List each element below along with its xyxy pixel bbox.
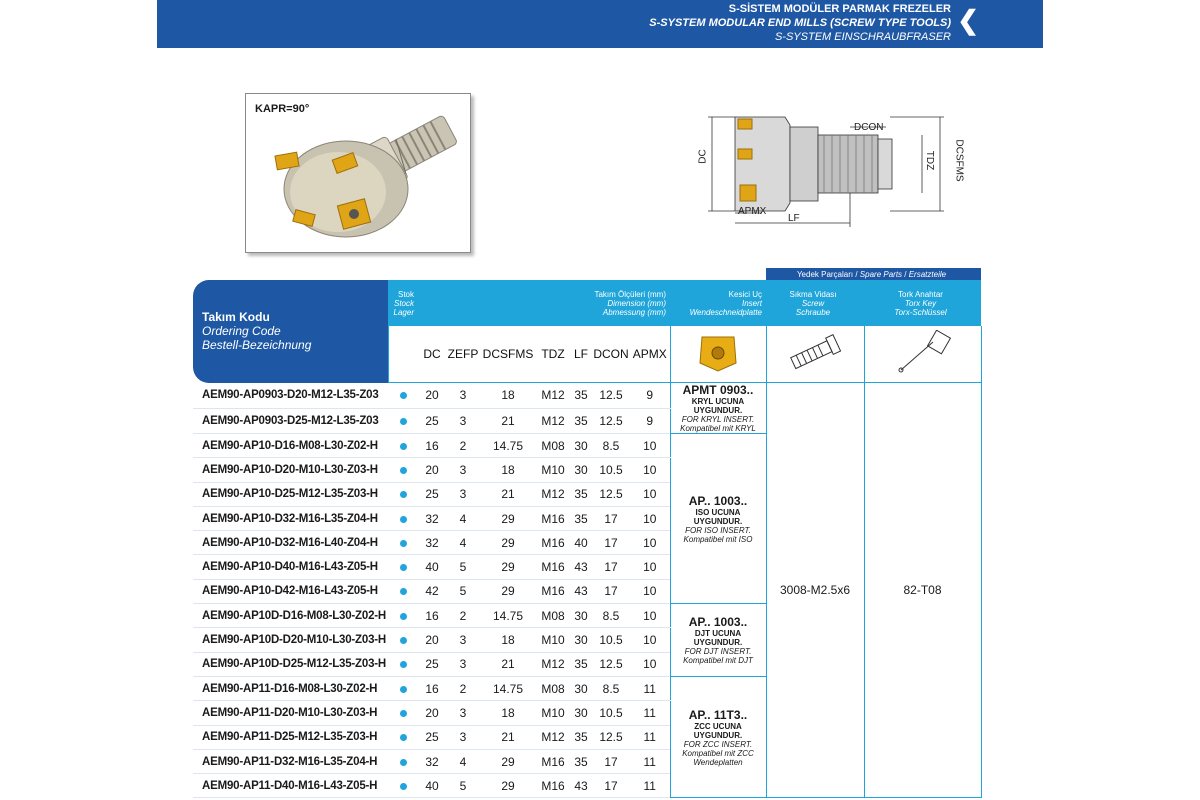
cell-dcsfms: 21: [480, 482, 536, 506]
cell-dcsfms: 29: [480, 555, 536, 579]
cell-apmx: 11: [630, 774, 670, 798]
cell-dcsfms: 18: [480, 701, 536, 725]
stock-cell: [388, 579, 418, 603]
insert-compat-de: Kompatibel mit DJT: [683, 656, 753, 666]
cell-zefp: 3: [446, 383, 480, 409]
table-row: [193, 383, 981, 409]
cell-zefp: 3: [446, 701, 480, 725]
cell-lf: 43: [570, 555, 592, 579]
stock-cell: [388, 604, 418, 628]
insert-header: Kesici Uç Insert Wendeschneidplatte: [670, 280, 766, 326]
cell-lf: 35: [570, 383, 592, 409]
title-en: S-SYSTEM MODULAR END MILLS (SCREW TYPE TOOLS): [649, 17, 951, 29]
cell-tdz: M16: [536, 749, 570, 773]
cell-dc: 32: [418, 506, 446, 530]
ordering-code: AEM90-AP10-D42-M16-L43-Z05-H: [193, 579, 388, 603]
cell-apmx: 10: [630, 458, 670, 482]
cell-dcon: 10.5: [592, 628, 630, 652]
ordering-code: AEM90-AP10D-D16-M08-L30-Z02-H: [193, 604, 388, 628]
cell-zefp: 3: [446, 725, 480, 749]
insert-compat-en: FOR ISO INSERT.: [685, 525, 751, 535]
ordering-code: AEM90-AP11-D40-M16-L43-Z05-H: [193, 774, 388, 798]
label-dc: DC: [697, 149, 709, 164]
ordering-code: AEM90-AP10-D32-M16-L35-Z04-H: [193, 506, 388, 530]
col-lf: LF: [570, 326, 592, 383]
cell-tdz: M16: [536, 555, 570, 579]
cell-dc: 40: [418, 774, 446, 798]
cell-dcsfms: 14.75: [480, 676, 536, 700]
screw-value: 3008-M2.5x6: [766, 383, 864, 798]
cell-lf: 35: [570, 749, 592, 773]
ordering-code: AEM90-AP0903-D20-M12-L35-Z03: [193, 383, 388, 409]
insert-info: [670, 604, 766, 677]
cell-dc: 25: [418, 725, 446, 749]
stock-header: Stok Stock Lager: [388, 280, 418, 326]
cell-zefp: 3: [446, 408, 480, 434]
in-stock-dot-icon: [400, 491, 407, 498]
screw-header: Sıkma Vidası Screw Schraube: [766, 280, 864, 326]
in-stock-dot-icon: [400, 564, 407, 571]
stock-cell: [388, 531, 418, 555]
cell-dcsfms: 21: [480, 652, 536, 676]
cell-tdz: M16: [536, 506, 570, 530]
cell-dcsfms: 29: [480, 579, 536, 603]
cell-apmx: 10: [630, 579, 670, 603]
stock-cell: [388, 774, 418, 798]
cell-lf: 35: [570, 408, 592, 434]
insert-info: [670, 383, 766, 434]
cell-dcsfms: 18: [480, 383, 536, 409]
cell-dc: 32: [418, 749, 446, 773]
stock-cell: [388, 506, 418, 530]
col-apmx: APMX: [630, 326, 670, 383]
cell-lf: 35: [570, 652, 592, 676]
cell-tdz: M08: [536, 604, 570, 628]
cell-tdz: M12: [536, 383, 570, 409]
cell-tdz: M16: [536, 579, 570, 603]
ordering-code: AEM90-AP10-D20-M10-L30-Z03-H: [193, 458, 388, 482]
cell-lf: 43: [570, 774, 592, 798]
insert-compat-de: Kompatibel mit ISO: [683, 534, 753, 544]
col-dcon: DCON: [592, 326, 630, 383]
cell-tdz: M12: [536, 725, 570, 749]
ordering-code: AEM90-AP11-D32-M16-L35-Z04-H: [193, 749, 388, 773]
kapr-label: KAPR=90°: [255, 103, 310, 115]
ordering-code: AEM90-AP11-D16-M08-L30-Z02-H: [193, 676, 388, 700]
cell-dc: 16: [418, 604, 446, 628]
cell-apmx: 9: [630, 383, 670, 409]
cell-lf: 30: [570, 628, 592, 652]
cell-dc: 32: [418, 531, 446, 555]
stock-cell: [388, 652, 418, 676]
cell-zefp: 5: [446, 579, 480, 603]
title-de: S-SYSTEM EINSCHRAUBFRASER: [774, 31, 951, 43]
spare-parts-header: Yedek Parçaları / Spare Parts / Ersatzteile: [766, 268, 981, 280]
in-stock-dot-icon: [400, 686, 407, 693]
ordering-code: AEM90-AP10-D16-M08-L30-Z02-H: [193, 434, 388, 458]
cell-lf: 35: [570, 482, 592, 506]
cell-dc: 42: [418, 579, 446, 603]
insert-compat-tr-2: UYGUNDUR.: [693, 730, 743, 740]
cell-apmx: 10: [630, 604, 670, 628]
cell-dcsfms: 18: [480, 458, 536, 482]
cell-dcon: 17: [592, 579, 630, 603]
cell-dcsfms: 29: [480, 506, 536, 530]
cell-dcsfms: 29: [480, 749, 536, 773]
ordering-code: AEM90-AP10-D32-M16-L40-Z04-H: [193, 531, 388, 555]
cell-zefp: 3: [446, 482, 480, 506]
cell-zefp: 2: [446, 676, 480, 700]
cell-tdz: M12: [536, 652, 570, 676]
insert-compat-tr: DJT UCUNA UYGUNDUR.: [693, 629, 743, 648]
product-photo: [245, 93, 471, 253]
cell-zefp: 4: [446, 506, 480, 530]
insert-compat-en: FOR KRYL INSERT.: [681, 415, 755, 424]
insert-code: APMT 0903..: [682, 383, 754, 397]
cell-dcsfms: 14.75: [480, 604, 536, 628]
key-value: 82-T08: [864, 383, 981, 798]
cell-lf: 35: [570, 506, 592, 530]
in-stock-dot-icon: [400, 710, 407, 717]
ordering-code-header: Takım Kodu Ordering Code Bestell-Bezeichnung: [193, 280, 388, 383]
cell-apmx: 11: [630, 725, 670, 749]
in-stock-dot-icon: [400, 588, 407, 595]
cell-dcon: 12.5: [592, 408, 630, 434]
cell-apmx: 11: [630, 701, 670, 725]
ordering-code: AEM90-AP10D-D25-M12-L35-Z03-H: [193, 652, 388, 676]
cell-zefp: 3: [446, 652, 480, 676]
insert-code: AP.. 1003..: [688, 493, 748, 508]
cell-dcon: 17: [592, 506, 630, 530]
title-tr: S-SİSTEM MODÜLER PARMAK FREZELER: [728, 3, 951, 15]
stock-cell: [388, 383, 418, 409]
in-stock-dot-icon: [400, 516, 407, 523]
in-stock-dot-icon: [400, 661, 407, 668]
cell-zefp: 4: [446, 531, 480, 555]
stock-cell: [388, 628, 418, 652]
cell-tdz: M16: [536, 531, 570, 555]
in-stock-dot-icon: [400, 613, 407, 620]
cell-dc: 25: [418, 482, 446, 506]
cell-zefp: 2: [446, 604, 480, 628]
cell-zefp: 3: [446, 458, 480, 482]
stock-cell: [388, 701, 418, 725]
header-titles: [649, 2, 951, 44]
cell-tdz: M10: [536, 628, 570, 652]
cell-dcon: 8.5: [592, 676, 630, 700]
stock-cell: [388, 676, 418, 700]
label-dcon: DCON: [854, 122, 884, 133]
cell-zefp: 4: [446, 749, 480, 773]
end-mill-image: [246, 94, 470, 252]
cell-apmx: 10: [630, 652, 670, 676]
cell-dcsfms: 18: [480, 628, 536, 652]
label-dcsfms: DCSFMS: [953, 139, 965, 182]
cell-tdz: M08: [536, 676, 570, 700]
cell-lf: 30: [570, 434, 592, 458]
dimension-header: Takım Ölçüleri (mm) Dimension (mm) Abmessung (mm): [418, 280, 670, 326]
product-table: [193, 268, 981, 798]
cell-apmx: 10: [630, 506, 670, 530]
in-stock-dot-icon: [400, 783, 407, 790]
col-dcsfms: DCSFMS: [480, 326, 536, 383]
cell-tdz: M10: [536, 701, 570, 725]
in-stock-dot-icon: [400, 540, 407, 547]
label-tdz: TDZ: [924, 150, 936, 171]
cell-dc: 20: [418, 458, 446, 482]
cell-dcon: 10.5: [592, 458, 630, 482]
stock-cell: [388, 408, 418, 434]
cell-dcon: 17: [592, 774, 630, 798]
cell-tdz: M10: [536, 458, 570, 482]
insert-compat-en: FOR DJT INSERT.: [684, 647, 752, 657]
cell-apmx: 10: [630, 555, 670, 579]
cell-dc: 25: [418, 408, 446, 434]
insert-compat-tr-2: UYGUNDUR.: [693, 516, 743, 526]
in-stock-dot-icon: [400, 734, 407, 741]
in-stock-dot-icon: [400, 392, 407, 399]
cell-dcon: 17: [592, 555, 630, 579]
cell-dcon: 10.5: [592, 701, 630, 725]
cell-apmx: 10: [630, 531, 670, 555]
cell-lf: 30: [570, 676, 592, 700]
cell-apmx: 10: [630, 482, 670, 506]
label-lf: LF: [788, 213, 800, 224]
cell-lf: 30: [570, 604, 592, 628]
cell-tdz: M12: [536, 408, 570, 434]
in-stock-dot-icon: [400, 467, 407, 474]
cell-dc: 25: [418, 652, 446, 676]
cell-zefp: 2: [446, 434, 480, 458]
cell-dcsfms: 29: [480, 774, 536, 798]
screw-icon: [785, 331, 845, 375]
cell-dc: 20: [418, 628, 446, 652]
cell-dcsfms: 14.75: [480, 434, 536, 458]
header-banner: [157, 0, 1043, 48]
insert-compat-tr: ISO UCUNA: [695, 507, 741, 517]
stock-cell: [388, 482, 418, 506]
cell-dc: 16: [418, 434, 446, 458]
cell-apmx: 10: [630, 434, 670, 458]
table-body: [193, 383, 981, 798]
cell-dc: 16: [418, 676, 446, 700]
key-image: [864, 326, 981, 383]
insert-compat-de: Kompatibel mit KRYL: [680, 424, 756, 433]
cell-lf: 40: [570, 531, 592, 555]
cell-zefp: 3: [446, 628, 480, 652]
stock-cell: [388, 458, 418, 482]
cell-dcsfms: 21: [480, 408, 536, 434]
ordering-code: AEM90-AP11-D20-M10-L30-Z03-H: [193, 701, 388, 725]
cell-dcon: 17: [592, 749, 630, 773]
insert-icon: [696, 333, 740, 373]
insert-code: AP.. 1003..: [688, 615, 748, 630]
stock-cell: [388, 749, 418, 773]
label-apmx: APMX: [738, 206, 767, 217]
cell-zefp: 5: [446, 774, 480, 798]
cell-lf: 30: [570, 458, 592, 482]
insert-info: [670, 434, 766, 604]
cell-apmx: 11: [630, 749, 670, 773]
insert-compat-de-2: Wendeplatten: [693, 757, 743, 767]
cell-tdz: M08: [536, 434, 570, 458]
cell-dc: 40: [418, 555, 446, 579]
cell-dc: 20: [418, 383, 446, 409]
ordering-code: AEM90-AP10D-D20-M10-L30-Z03-H: [193, 628, 388, 652]
insert-compat-de: Kompatibel mit ZCC: [682, 748, 754, 758]
key-header: Tork Anahtar Torx Key Torx-Schlüssel: [864, 280, 981, 326]
ordering-code: AEM90-AP0903-D25-M12-L35-Z03: [193, 408, 388, 434]
col-dc: DC: [418, 326, 446, 383]
cell-apmx: 9: [630, 408, 670, 434]
insert-compat-tr: ZCC UCUNA: [694, 721, 742, 731]
ordering-code: AEM90-AP10-D40-M16-L43-Z05-H: [193, 555, 388, 579]
cell-tdz: M16: [536, 774, 570, 798]
cell-apmx: 11: [630, 676, 670, 700]
cell-lf: 30: [570, 701, 592, 725]
cell-dcon: 17: [592, 531, 630, 555]
col-tdz: TDZ: [536, 326, 570, 383]
insert-compat-en: FOR ZCC INSERT.: [683, 739, 753, 749]
in-stock-dot-icon: [400, 759, 407, 766]
cell-tdz: M12: [536, 482, 570, 506]
cell-apmx: 10: [630, 628, 670, 652]
cell-dcon: 8.5: [592, 434, 630, 458]
cell-dcsfms: 29: [480, 531, 536, 555]
technical-drawing: [690, 105, 970, 235]
stock-cell: [388, 555, 418, 579]
ordering-code: AEM90-AP11-D25-M12-L35-Z03-H: [193, 725, 388, 749]
cell-zefp: 5: [446, 555, 480, 579]
cell-lf: 35: [570, 725, 592, 749]
col-zefp: ZEFP: [446, 326, 480, 383]
cell-dcon: 12.5: [592, 725, 630, 749]
insert-compat-tr: KRYL UCUNA UYGUNDUR.: [691, 397, 745, 415]
in-stock-dot-icon: [400, 443, 407, 450]
cell-dcon: 12.5: [592, 383, 630, 409]
insert-info: [670, 676, 766, 797]
in-stock-dot-icon: [400, 418, 407, 425]
chevron-left-icon[interactable]: ❮: [957, 5, 979, 35]
in-stock-dot-icon: [400, 637, 407, 644]
ordering-code: AEM90-AP10-D25-M12-L35-Z03-H: [193, 482, 388, 506]
insert-code: AP.. 11T3..: [688, 707, 748, 722]
screw-image: [766, 326, 864, 383]
stock-cell: [388, 434, 418, 458]
cell-dcon: 12.5: [592, 652, 630, 676]
cell-lf: 43: [570, 579, 592, 603]
torx-key-icon: [893, 330, 953, 376]
cell-dcsfms: 21: [480, 725, 536, 749]
cell-dc: 20: [418, 701, 446, 725]
insert-image: [670, 326, 766, 383]
cell-dcon: 12.5: [592, 482, 630, 506]
cell-dcon: 8.5: [592, 604, 630, 628]
stock-cell: [388, 725, 418, 749]
